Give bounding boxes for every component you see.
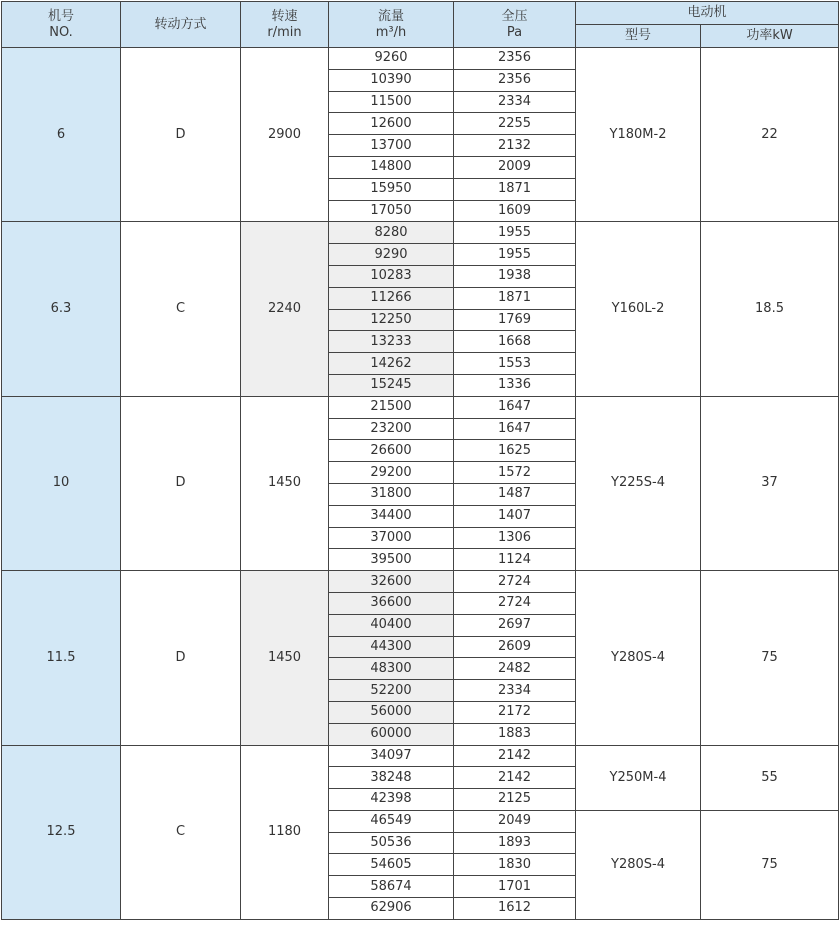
motor-power-cell: 75	[701, 810, 839, 919]
header-pressure-cn: 全压	[501, 8, 528, 24]
pressure-cell: 1668	[454, 331, 576, 353]
flow-cell: 48300	[329, 658, 454, 680]
flow-cell: 32600	[329, 571, 454, 593]
speed-cell: 2900	[241, 48, 329, 222]
table-header	[2, 2, 839, 48]
table-row	[2, 571, 839, 593]
flow-cell: 26600	[329, 440, 454, 462]
header-no	[2, 2, 121, 48]
header-flow-unit: m³/h	[375, 24, 407, 40]
flow-cell: 12600	[329, 113, 454, 135]
pressure-cell: 2334	[454, 680, 576, 702]
table-row	[2, 745, 839, 767]
speed-cell: 2240	[241, 222, 329, 396]
pressure-cell: 2125	[454, 789, 576, 811]
speed-cell: 1180	[241, 745, 329, 919]
flow-cell: 36600	[329, 592, 454, 614]
fan-spec-table	[1, 1, 839, 920]
motor-power-cell: 37	[701, 396, 839, 570]
header-power-label: 功率kW	[746, 28, 793, 43]
flow-cell: 62906	[329, 898, 454, 920]
pressure-cell: 1871	[454, 287, 576, 309]
header-speed-cn: 转速	[271, 8, 298, 24]
header-no-cn: 机号	[47, 8, 74, 24]
fan-no-cell: 6	[2, 48, 121, 222]
flow-cell: 39500	[329, 549, 454, 571]
table-row	[2, 396, 839, 418]
pressure-cell: 1553	[454, 353, 576, 375]
pressure-cell: 2609	[454, 636, 576, 658]
flow-cell: 17050	[329, 200, 454, 222]
header-motor-label: 电动机	[687, 5, 727, 20]
pressure-cell: 2255	[454, 113, 576, 135]
motor-model-cell: Y180M-2	[576, 48, 701, 222]
pressure-cell: 1893	[454, 832, 576, 854]
header-flow	[329, 2, 454, 48]
pressure-cell: 1336	[454, 374, 576, 396]
flow-cell: 8280	[329, 222, 454, 244]
header-flow-cn: 流量	[377, 8, 404, 24]
flow-cell: 12250	[329, 309, 454, 331]
fan-no-cell: 12.5	[2, 745, 121, 919]
pressure-cell: 1938	[454, 265, 576, 287]
flow-cell: 38248	[329, 767, 454, 789]
flow-cell: 9290	[329, 244, 454, 266]
header-drive-label: 转动方式	[154, 16, 207, 32]
drive-cell: D	[121, 48, 241, 222]
pressure-cell: 2049	[454, 810, 576, 832]
flow-cell: 34400	[329, 505, 454, 527]
flow-cell: 58674	[329, 876, 454, 898]
drive-cell: C	[121, 222, 241, 396]
header-speed-unit: r/min	[267, 24, 302, 40]
flow-cell: 9260	[329, 48, 454, 70]
header-speed	[241, 2, 329, 48]
motor-power-cell: 18.5	[701, 222, 839, 396]
pressure-cell: 1124	[454, 549, 576, 571]
flow-cell: 21500	[329, 396, 454, 418]
flow-cell: 15950	[329, 178, 454, 200]
fan-no-cell: 6.3	[2, 222, 121, 396]
table-row	[2, 222, 839, 244]
flow-cell: 11500	[329, 91, 454, 113]
motor-model-cell: Y250M-4	[576, 745, 701, 810]
flow-cell: 10390	[329, 69, 454, 91]
flow-cell: 13700	[329, 135, 454, 157]
pressure-cell: 2724	[454, 571, 576, 593]
pressure-cell: 2132	[454, 135, 576, 157]
flow-cell: 44300	[329, 636, 454, 658]
pressure-cell: 2482	[454, 658, 576, 680]
motor-power-cell: 55	[701, 745, 839, 810]
speed-cell: 1450	[241, 571, 329, 745]
pressure-cell: 2142	[454, 745, 576, 767]
pressure-cell: 1625	[454, 440, 576, 462]
flow-cell: 54605	[329, 854, 454, 876]
pressure-cell: 1612	[454, 898, 576, 920]
flow-cell: 11266	[329, 287, 454, 309]
motor-model-cell: Y225S-4	[576, 396, 701, 570]
pressure-cell: 1769	[454, 309, 576, 331]
flow-cell: 15245	[329, 374, 454, 396]
pressure-cell: 1609	[454, 200, 576, 222]
header-no-en: NO.	[49, 24, 73, 40]
pressure-cell: 2697	[454, 614, 576, 636]
header-power	[701, 25, 839, 48]
drive-cell: D	[121, 396, 241, 570]
pressure-cell: 1955	[454, 222, 576, 244]
pressure-cell: 2009	[454, 156, 576, 178]
flow-cell: 13233	[329, 331, 454, 353]
pressure-cell: 1955	[454, 244, 576, 266]
header-pressure-unit: Pa	[506, 24, 523, 40]
motor-power-cell: 22	[701, 48, 839, 222]
flow-cell: 29200	[329, 462, 454, 484]
flow-cell: 31800	[329, 483, 454, 505]
flow-cell: 60000	[329, 723, 454, 745]
drive-cell: C	[121, 745, 241, 919]
flow-cell: 37000	[329, 527, 454, 549]
speed-cell: 1450	[241, 396, 329, 570]
motor-model-cell: Y280S-4	[576, 810, 701, 919]
pressure-cell: 1306	[454, 527, 576, 549]
pressure-cell: 2172	[454, 701, 576, 723]
pressure-cell: 1487	[454, 483, 576, 505]
pressure-cell: 1883	[454, 723, 576, 745]
flow-cell: 34097	[329, 745, 454, 767]
flow-cell: 14800	[329, 156, 454, 178]
pressure-cell: 1572	[454, 462, 576, 484]
flow-cell: 56000	[329, 701, 454, 723]
pressure-cell: 1647	[454, 396, 576, 418]
flow-cell: 42398	[329, 789, 454, 811]
header-model-label: 型号	[624, 28, 651, 43]
pressure-cell: 2334	[454, 91, 576, 113]
pressure-cell: 1647	[454, 418, 576, 440]
flow-cell: 46549	[329, 810, 454, 832]
fan-no-cell: 11.5	[2, 571, 121, 745]
pressure-cell: 1871	[454, 178, 576, 200]
flow-cell: 50536	[329, 832, 454, 854]
pressure-cell: 2356	[454, 48, 576, 70]
motor-model-cell: Y280S-4	[576, 571, 701, 745]
pressure-cell: 2142	[454, 767, 576, 789]
fan-no-cell: 10	[2, 396, 121, 570]
flow-cell: 40400	[329, 614, 454, 636]
flow-cell: 10283	[329, 265, 454, 287]
flow-cell: 52200	[329, 680, 454, 702]
table-row	[2, 48, 839, 70]
pressure-cell: 2724	[454, 592, 576, 614]
motor-model-cell: Y160L-2	[576, 222, 701, 396]
header-motor	[576, 2, 839, 25]
header-pressure	[454, 2, 576, 48]
drive-cell: D	[121, 571, 241, 745]
pressure-cell: 2356	[454, 69, 576, 91]
pressure-cell: 1407	[454, 505, 576, 527]
header-model	[576, 25, 701, 48]
flow-cell: 14262	[329, 353, 454, 375]
pressure-cell: 1830	[454, 854, 576, 876]
motor-power-cell: 75	[701, 571, 839, 745]
header-drive	[121, 2, 241, 48]
pressure-cell: 1701	[454, 876, 576, 898]
flow-cell: 23200	[329, 418, 454, 440]
table-body	[2, 48, 839, 920]
